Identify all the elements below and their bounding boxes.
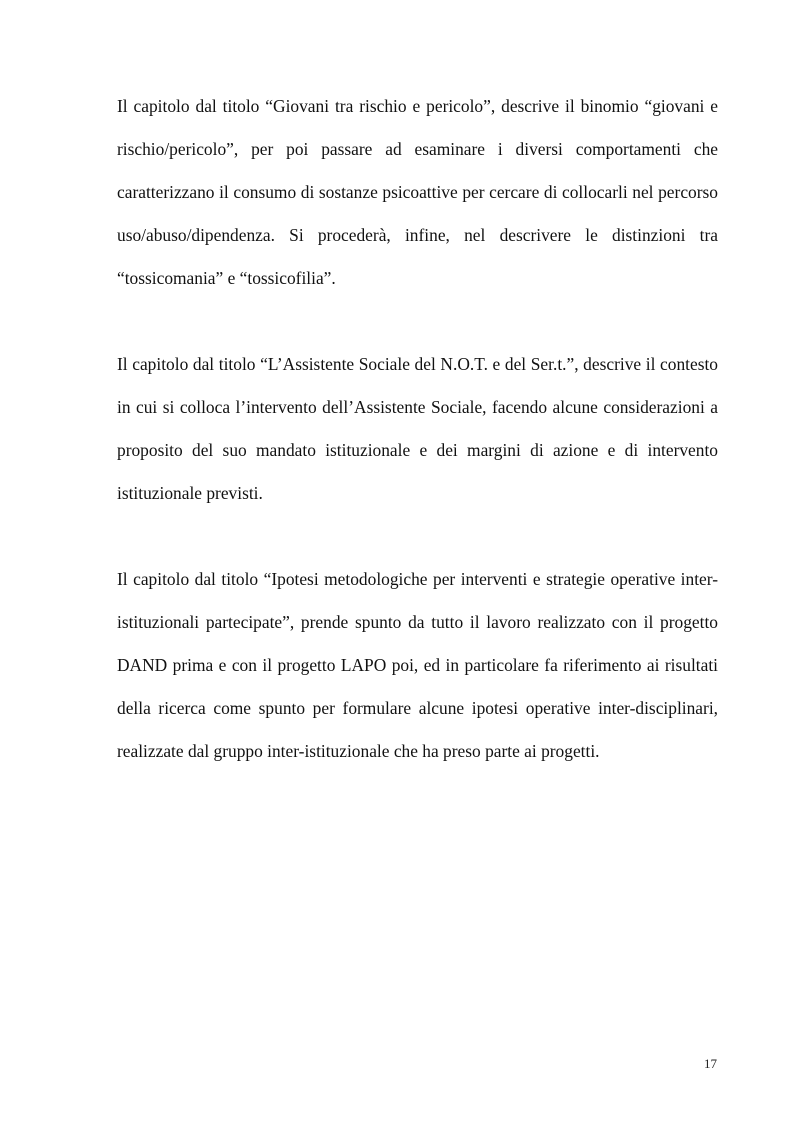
page-number: 17 — [704, 1056, 717, 1071]
paragraph-assistente-sociale: Il capitolo dal titolo “L’Assistente Sociale del N.O.T. e del Ser.t.”, descrive il contesto in cui si colloca l’intervento dell’Assistente Sociale, facendo alcune considerazioni a proposito del suo mandato istituzionale e dei margini di azione e di intervento istituzionale previsti. — [117, 354, 718, 503]
paragraph-giovani-rischio: Il capitolo dal titolo “Giovani tra rischio e pericolo”, descrive il binomio “giovani e rischio/pericolo”, per poi passare ad esaminare i diversi comportamenti che caratterizzano il consumo di sostanze psicoattive per cercare di collocarli nel percorso uso/abuso/dipendenza. Si procederà, infine, nel descrivere le distinzioni tra “tossicomania” e “tossicofilia”. — [117, 96, 718, 288]
page-body — [117, 85, 718, 773]
paragraph-ipotesi-metodologiche: Il capitolo dal titolo “Ipotesi metodologiche per interventi e strategie operative inter-istituzionali partecipate”, prende spunto da tutto il lavoro realizzato con il progetto DAND prima e con il progetto LAPO poi, ed in particolare fa riferimento ai risultati della ricerca come spunto per formulare alcune ipotesi operative inter-disciplinari, realizzate dal gruppo inter-istituzionale che ha preso parte ai progetti. — [117, 569, 718, 761]
